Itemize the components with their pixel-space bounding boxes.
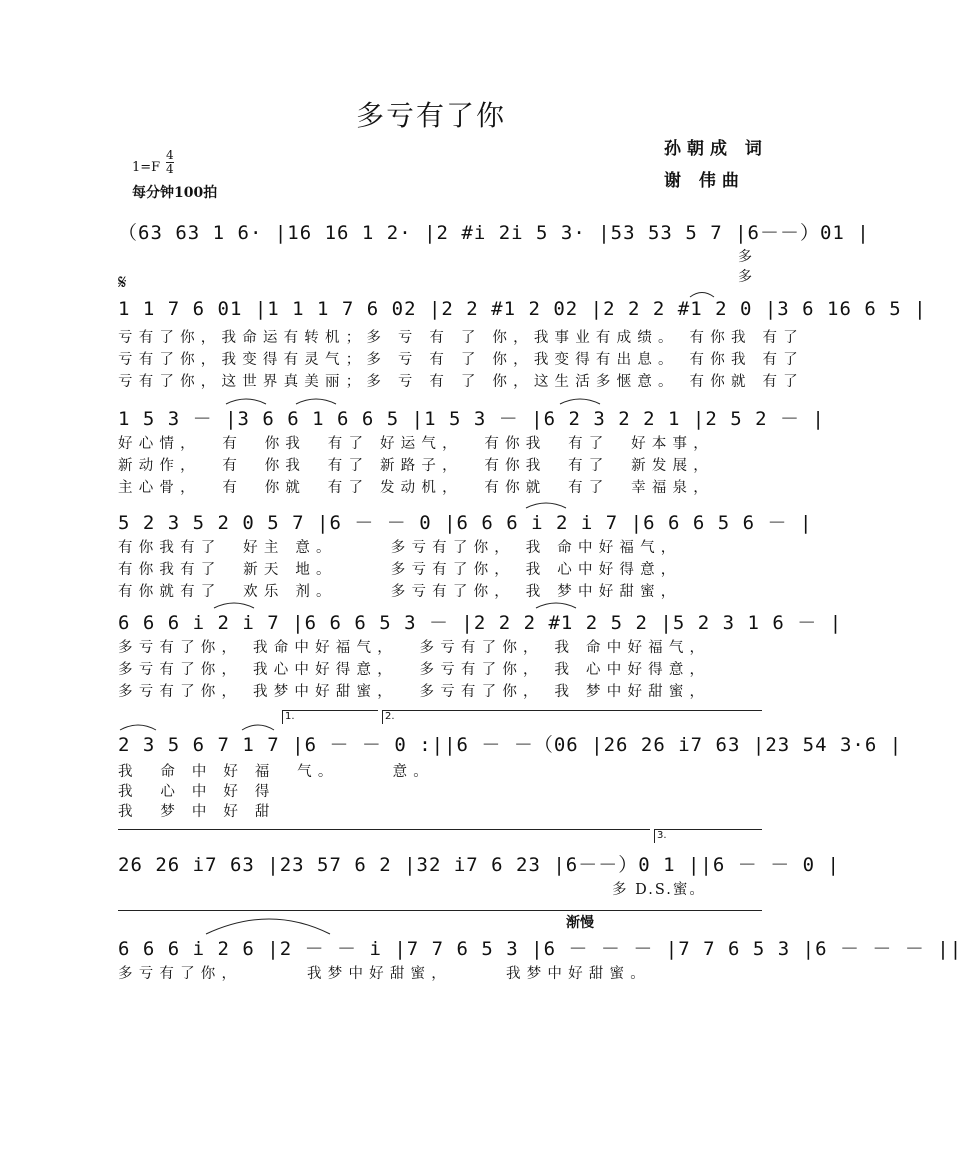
score-row-6-lyric-verse-2: 我 心 中 好 得 (118, 784, 276, 800)
time-sig-bottom: 4 (166, 162, 174, 176)
score-row-4-lyric-verse-1: 有你我有了 好主 意。 多亏有了你， 我 命中好福气， (118, 540, 682, 556)
segno-icon: 𝄋 (118, 270, 127, 294)
score-row-5-lyric-verse-2: 多亏有了你， 我心中好得意， 多亏有了你， 我 心中好得意， (118, 662, 711, 678)
slur-arc (296, 399, 336, 404)
pickup-lyric-1: 多 (738, 249, 752, 265)
volta-1-label: 1. (285, 711, 295, 722)
score-row-8-lyric: 多亏有了你， 我梦中好甜蜜， 我梦中好甜蜜。 (118, 966, 651, 982)
score-row-7-notes: 26 26 i7 63 |23 57 6 2 |32 i7 6 23 |6－－）0 1 ||6 － － 0 | (118, 854, 840, 876)
score-row-6-notes: 2 3 5 6 7 1 7 |6 － － 0 :||6 － －（06 |26 26 i7 63 |23 54 3·6 | (118, 734, 903, 756)
volta-2-label: 2. (385, 711, 395, 722)
score-row-3-lyric-verse-3: 主心骨， 有 你就 有了 发动机， 有你就 有了 幸福泉， (118, 480, 714, 496)
lyricist-credit: 孙朝成 词 (664, 139, 768, 159)
score-row-2-lyric-verse-1: 亏有了你，我命运有转机；多 亏 有 了 你，我事业有成绩。 有你我 有了 (118, 330, 804, 346)
score-row-3-lyric-verse-1: 好心情， 有 你我 有了 好运气， 有你我 有了 好本事， (118, 436, 714, 452)
slur-arc (242, 725, 274, 730)
slur-arc (690, 293, 714, 298)
page-title: 多亏有了你 (355, 99, 506, 132)
ritardando-marking: 渐慢 (566, 915, 594, 931)
score-row-5-lyric-verse-1: 多亏有了你， 我命中好福气， 多亏有了你， 我 命中好福气， (118, 640, 711, 656)
composer-credit: 谢 伟曲 (664, 171, 745, 191)
slur-arc (526, 503, 566, 508)
score-row-5-lyric-verse-3: 多亏有了你， 我梦中好甜蜜， 多亏有了你， 我 梦中好甜蜜， (118, 684, 711, 700)
slur-arc (536, 603, 576, 608)
slur-arc (226, 399, 266, 404)
slur-arc (214, 603, 254, 608)
slur-arc (120, 725, 156, 730)
key-signature: 1=F (132, 160, 161, 175)
slur-arc (560, 399, 600, 404)
score-row-4-lyric-verse-2: 有你我有了 新天 地。 多亏有了你， 我 心中好得意， (118, 562, 682, 578)
score-row-2-lyric-verse-2: 亏有了你，我变得有灵气；多 亏 有 了 你，我变得有出息。 有你我 有了 (118, 352, 804, 368)
pickup-lyric-2: 多 (738, 269, 752, 285)
score-row-8-notes: 6 6 6 i 2 6 |2 － － i |7 7 6 5 3 |6 － － － |7 7 6 5 3 |6 － － － || (118, 938, 962, 960)
score-row-4-lyric-verse-3: 有你就有了 欢乐 剂。 多亏有了你， 我 梦中好甜蜜， (118, 584, 682, 600)
time-sig-top: 4 (166, 148, 174, 162)
score-row-5-notes: 6 6 6 i 2 i 7 |6 6 6 5 3 － |2 2 2 #1 2 5 2 |5 2 3 1 6 － | (118, 612, 843, 634)
score-row-1-notes: （63 63 1 6· |16 16 1 2· |2 #i 2i 5 3· |53 53 5 7 |6－－）01 | (118, 222, 870, 244)
score-row-6-lyric-verse-1: 我 命 中 好 福 气。 意。 (118, 764, 435, 780)
slur-arc (206, 919, 330, 934)
score-row-2-notes: 1 1 7 6 01 |1 1 1 7 6 02 |2 2 #1 2 02 |2 2 2 #1 2 0 |3 6 16 6 5 | (118, 298, 927, 320)
score-row-3-lyric-verse-2: 新动作， 有 你我 有了 新路子， 有你我 有了 新发展， (118, 458, 714, 474)
score-row-3-notes: 1 5 3 － |3 6 6 1 6 6 5 |1 5 3 － |6 2 3 2 2 1 |2 5 2 － | (118, 408, 825, 430)
score-row-2-lyric-verse-3: 亏有了你，这世界真美丽；多 亏 有 了 你，这生活多惬意。 有你就 有了 (118, 374, 804, 390)
tempo-marking: 每分钟100拍 (132, 185, 218, 201)
score-row-7-lyric: 多 D.S.蜜。 (612, 882, 706, 898)
volta-3-label: 3. (657, 830, 667, 841)
score-row-6-lyric-verse-3: 我 梦 中 好 甜 (118, 804, 276, 820)
score-row-4-notes: 5 2 3 5 2 0 5 7 |6 － － 0 |6 6 6 i 2 i 7 |6 6 6 5 6 － | (118, 512, 813, 534)
